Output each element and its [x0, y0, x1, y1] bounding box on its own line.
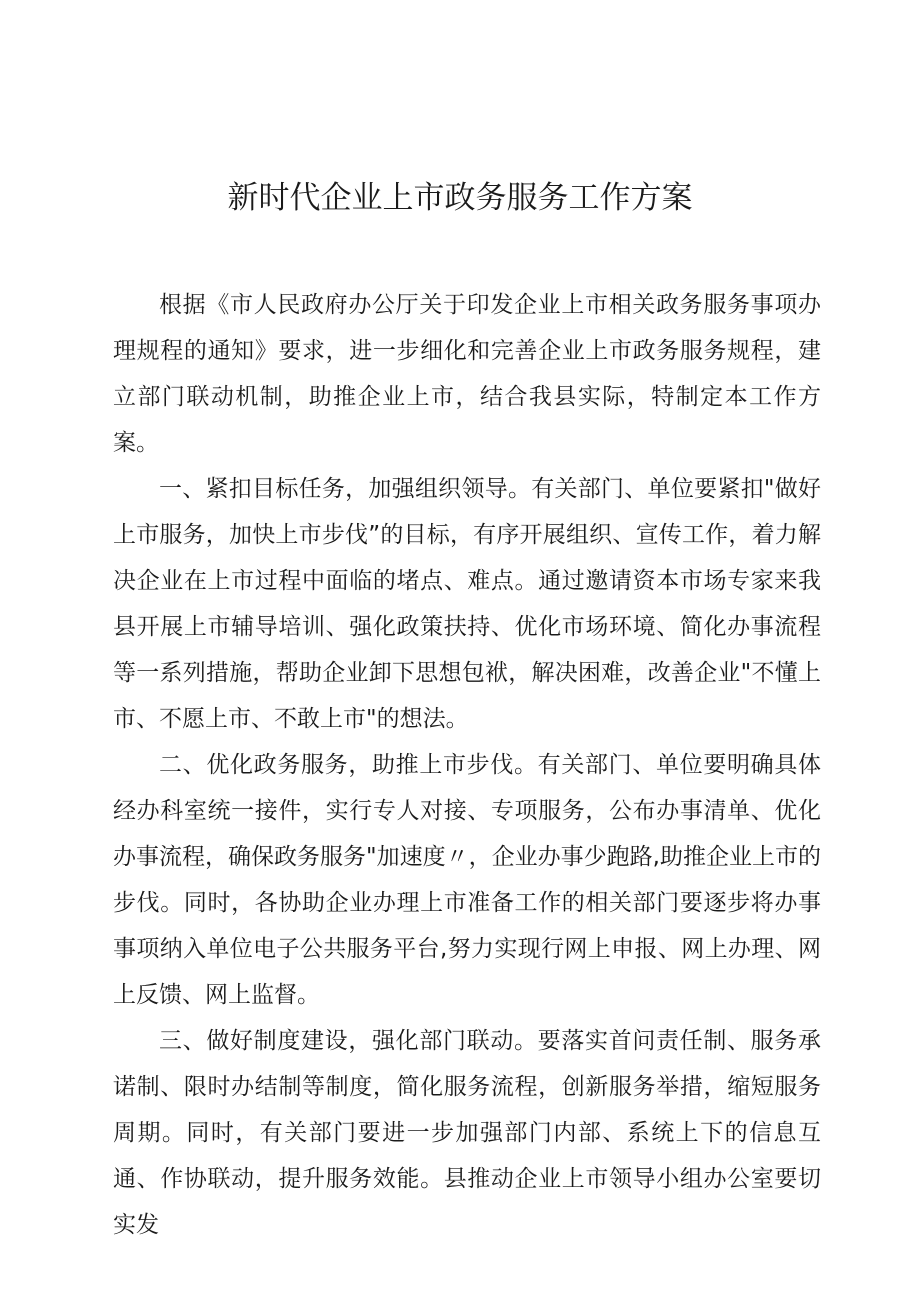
document-title: 新时代企业上市政务服务工作方案 — [227, 180, 693, 216]
document-body — [113, 282, 821, 1248]
paragraph-section-2: 二、优化政务服务，助推上市步伐。有关部门、单位要明确具体经办科室统一接件，实行专人对接、专项服务，公布办事清单、优化办事流程，确保政务服务"加速度〃，企业办事少跑路,助推企业上市的步伐。同时，各协助企业办理上市准备工作的相关部门要逐步将办事事项纳入单位电子公共服务平台,努力实现行网上申报、网上办理、网上反馈、网上监督。 — [113, 752, 821, 1008]
paragraph-section-1: 一、紧扣目标任务，加强组织领导。有关部门、单位要紧扣"做好上市服务，加快上市步伐”的目标，有序开展组织、宣传工作，着力解决企业在上市过程中面临的堵点、难点。通过邀请资本市场专家来我县开展上市辅导培训、强化政策扶持、优化市场环境、简化办事流程等一系列措施，帮助企业卸下思想包袱，解决困难，改善企业"不懂上市、不愿上市、不敢上市"的想法。 — [113, 476, 821, 732]
paragraph-section-3: 三、做好制度建设，强化部门联动。要落实首问责任制、服务承诺制、限时办结制等制度，简化服务流程，创新服务举措，缩短服务周期。同时，有关部门要进一步加强部门内部、系统上下的信息互通、作协联动，提升服务效能。县推动企业上市领导小组办公室要切实发 — [113, 1028, 821, 1238]
paragraph-intro: 根据《市人民政府办公厅关于印发企业上市相关政务服务事项办理规程的通知》要求，进一步细化和完善企业上市政务服务规程，建立部门联动机制，助推企业上市，结合我县实际，特制定本工作方案。 — [113, 292, 821, 456]
